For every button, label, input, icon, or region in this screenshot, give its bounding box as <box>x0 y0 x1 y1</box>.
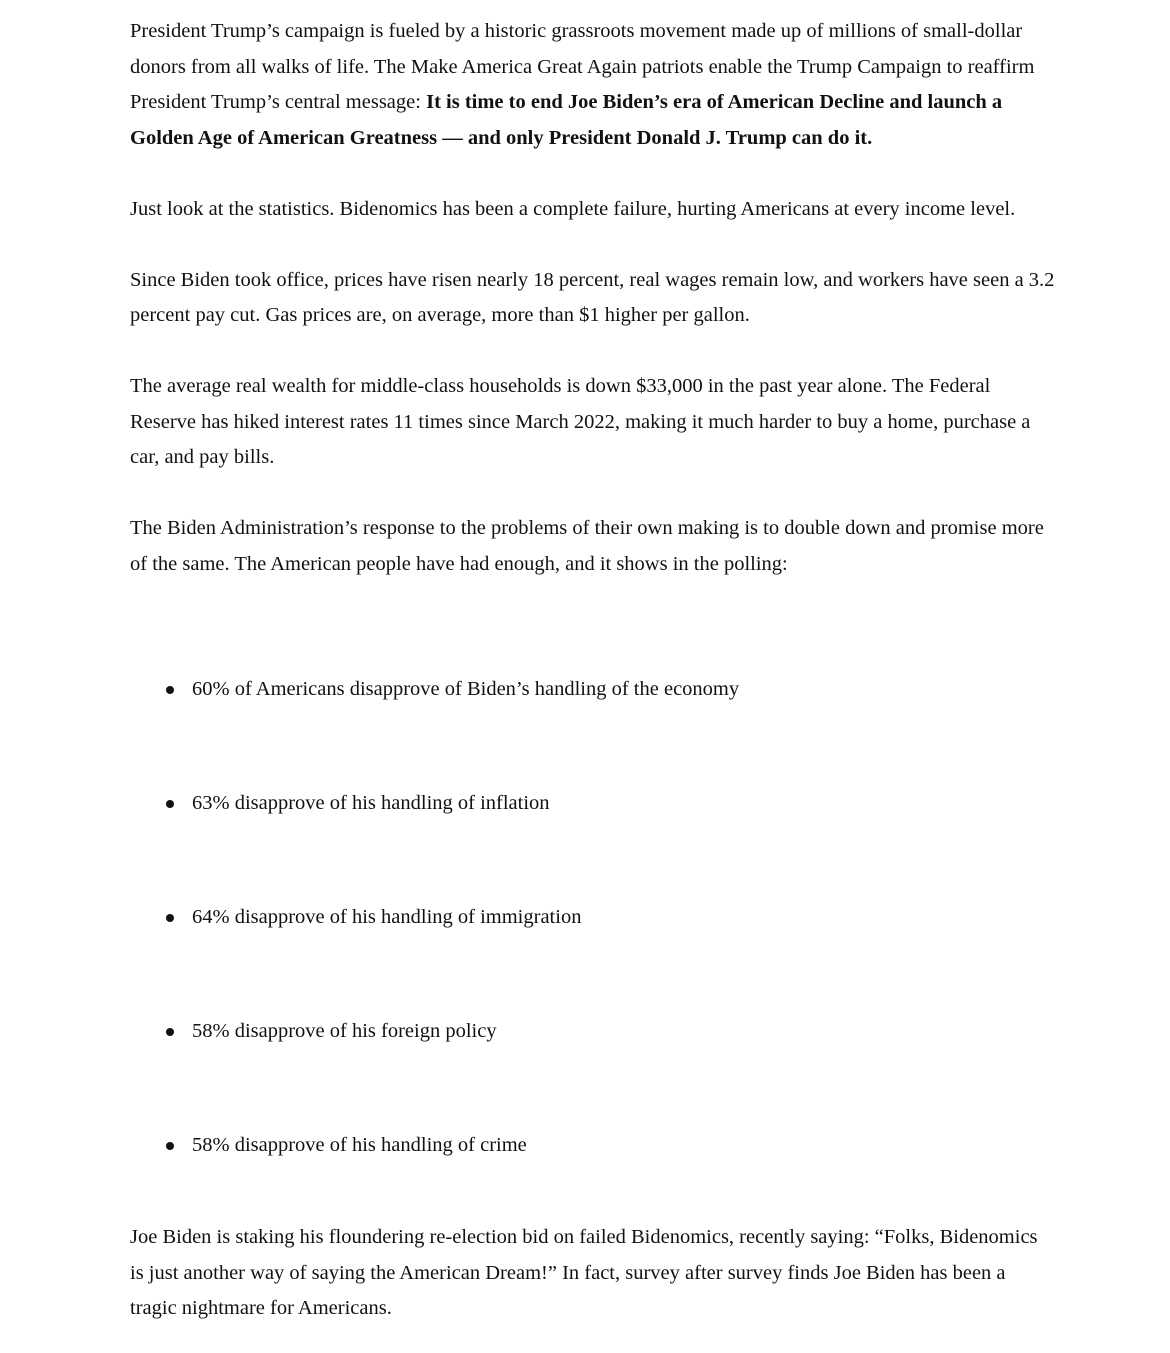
paragraph-statistics: Just look at the statistics. Bidenomics has been a complete failure, hurting Americans at every income level. <box>130 197 1016 220</box>
paragraph-campaign <box>130 14 1055 156</box>
paragraph-wealth: The average real wealth for middle-class households is down $33,000 in the past year alone. The Federal Reserve has hiked interest rates 11 times since March 2022, making it much harder to buy a home, purchase a car, and pay bills. <box>130 375 1031 468</box>
polling-item-text: 64% disapprove of his handling of immigration <box>192 906 582 928</box>
polling-item-text: 58% disapprove of his handling of crime <box>192 1134 527 1156</box>
paragraph-campaign-text: President Trump’s campaign is fueled by a historic grassroots movement made up of millions of small-dollar donors from all walks of life. The Make America Great Again patriots enable the Trump Campaign to reaffirm President Trump’s central message: <box>130 20 1035 113</box>
bullet-icon <box>166 686 174 694</box>
bullet-icon <box>166 800 174 808</box>
document-body <box>130 14 1055 582</box>
polling-item-text: 60% of Americans disapprove of Biden’s handling of the economy <box>192 678 740 700</box>
polling-item-text: 58% disapprove of his foreign policy <box>192 1020 497 1042</box>
paragraph-bidenomics: Joe Biden is staking his floundering re-election bid on failed Bidenomics, recently saying: “Folks, Bidenomics is just another way of saying the American Dream!” In fact, survey after survey finds Joe Biden has been a tragic nightmare for Americans. <box>130 1226 1038 1319</box>
bullet-icon <box>166 1028 174 1036</box>
paragraph-prices: Since Biden took office, prices have risen nearly 18 percent, real wages remain low, and workers have seen a 3.2 percent pay cut. Gas prices are, on average, more than $1 higher per gallon. <box>130 268 1055 326</box>
bullet-icon <box>166 1142 174 1150</box>
paragraph-administration: The Biden Administration’s response to the problems of their own making is to double down and promise more of the same. The American people have had enough, and it shows in the polling: <box>130 517 1044 575</box>
polling-item-text: 63% disapprove of his handling of inflation <box>192 792 550 814</box>
paragraph-campaign-bold: It is time to end Joe Biden’s era of American Decline and launch a Golden Age of American Greatness — and only President Donald J. Trump can do it. <box>130 91 1003 149</box>
bullet-icon <box>166 914 174 922</box>
